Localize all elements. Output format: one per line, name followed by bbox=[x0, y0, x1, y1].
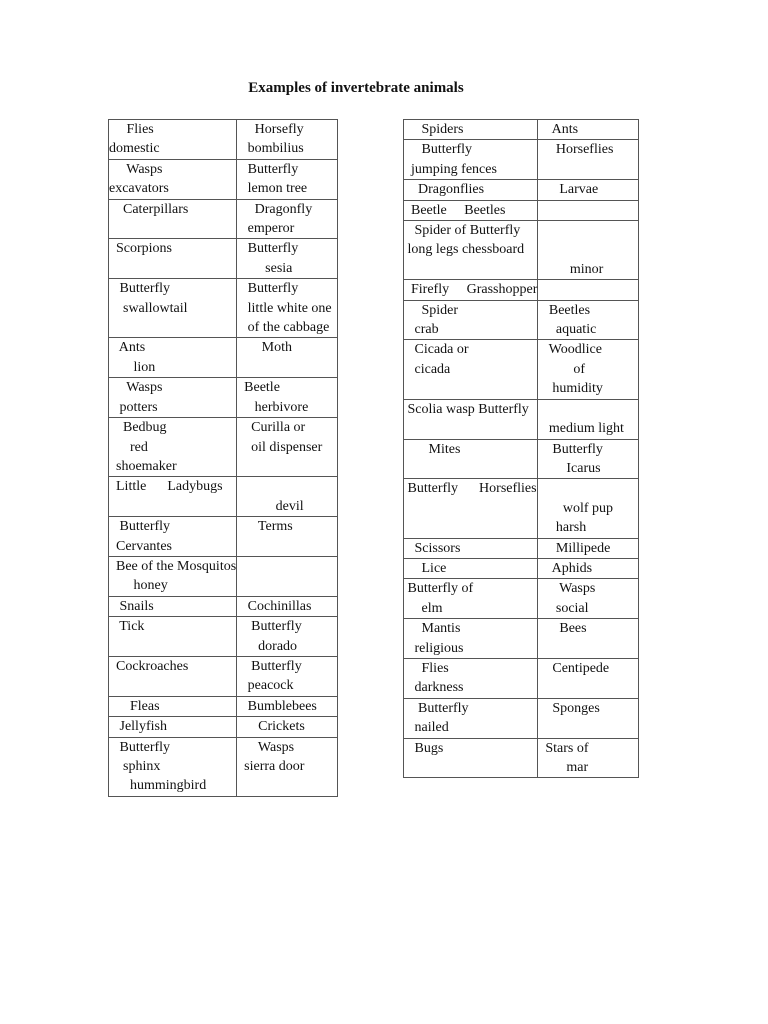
cell-text: Terms bbox=[237, 519, 293, 535]
cell-text: Bee of the Mosquitos honey bbox=[116, 558, 237, 594]
cell-text: Butterfly Icarus bbox=[552, 441, 603, 476]
cell-text: Woodlice of humidity bbox=[548, 342, 603, 397]
table-cell-col2 bbox=[237, 696, 338, 716]
cell-text: Sponges bbox=[538, 700, 600, 716]
table-cell-col1 bbox=[404, 200, 538, 220]
table-cell-col1 bbox=[109, 239, 237, 279]
cell-text: Curilla or oil dispenser bbox=[251, 420, 323, 455]
table-cell-col1 bbox=[109, 418, 237, 477]
page-title: Examples of invertebrate animals bbox=[248, 80, 464, 96]
cell-text: Dragonflies bbox=[404, 182, 485, 198]
table-cell-col1 bbox=[109, 338, 237, 378]
table-cell-col2 bbox=[538, 658, 639, 698]
table-cell-col1 bbox=[109, 656, 237, 696]
table-cell-col2 bbox=[538, 340, 639, 399]
cell-text: Butterfly lemon tree bbox=[247, 161, 308, 197]
cell-text: Scorpions bbox=[109, 241, 172, 257]
table-row bbox=[109, 737, 338, 796]
cell-text: Beetle Beetles bbox=[404, 202, 506, 218]
table-cell-col1 bbox=[404, 658, 538, 698]
table-cell-col1 bbox=[404, 120, 538, 140]
cell-text: Firefly Grasshopper bbox=[404, 282, 538, 298]
cell-text: Butterfly swallowtail bbox=[119, 281, 188, 316]
cell-text: Butterfly dorado bbox=[251, 619, 302, 654]
table-cell-col2 bbox=[237, 418, 338, 477]
table-cell-col1 bbox=[404, 439, 538, 479]
cell-text: Little Ladybugs bbox=[109, 479, 223, 495]
cell-text: Dragonfly emperor bbox=[247, 201, 313, 237]
table-row bbox=[109, 378, 338, 418]
table-cell-col1 bbox=[109, 477, 237, 517]
cell-text: Beetles aquatic bbox=[548, 302, 597, 338]
table-row bbox=[404, 200, 639, 220]
table-row bbox=[404, 479, 639, 538]
cell-text: minor bbox=[569, 261, 604, 277]
cell-text: Butterfly sphinx hummingbird bbox=[119, 739, 207, 794]
table-row bbox=[109, 159, 338, 199]
table-cell-col2 bbox=[237, 517, 338, 557]
cell-text: Butterfly jumping fences bbox=[411, 142, 497, 177]
table-cell-col1 bbox=[404, 280, 538, 300]
cell-text: Wasps social bbox=[555, 581, 596, 616]
invertebrates-table-right bbox=[403, 119, 639, 778]
table-cell-col2 bbox=[237, 120, 338, 160]
table-row bbox=[404, 280, 639, 300]
cell-text: Mites bbox=[404, 441, 461, 457]
table-cell-col1 bbox=[404, 558, 538, 578]
table-cell-col1 bbox=[109, 717, 237, 737]
table-row bbox=[404, 300, 639, 340]
table-cell-col1 bbox=[109, 596, 237, 616]
table-cell-col2 bbox=[538, 538, 639, 558]
table-cell-col2 bbox=[538, 300, 639, 340]
table-row bbox=[109, 617, 338, 657]
table-row bbox=[404, 221, 639, 280]
table-row bbox=[109, 279, 338, 338]
cell-text: Stars of mar bbox=[545, 740, 589, 775]
cell-text: Bumblebees bbox=[237, 698, 317, 714]
table-row bbox=[109, 556, 338, 596]
cell-text: medium light bbox=[548, 421, 624, 437]
cell-text: Butterfly of elm bbox=[407, 581, 474, 616]
table-cell-col1 bbox=[404, 221, 538, 280]
cell-text: Flies domestic bbox=[109, 122, 160, 157]
table-row bbox=[109, 418, 338, 477]
table-cell-col1 bbox=[404, 300, 538, 340]
table-cell-col1 bbox=[404, 340, 538, 399]
table-cell-col2 bbox=[538, 698, 639, 738]
table-cell-col2 bbox=[538, 619, 639, 659]
table-cell-col1 bbox=[109, 199, 237, 239]
cell-text: Jellyfish bbox=[109, 719, 167, 735]
invertebrates-table-left bbox=[108, 119, 338, 797]
cell-text: Bees bbox=[538, 621, 587, 637]
table-cell-col1 bbox=[404, 140, 538, 180]
cell-text: Moth bbox=[237, 340, 292, 356]
table-cell-col1 bbox=[109, 517, 237, 557]
table-cell-col2 bbox=[538, 120, 639, 140]
table-cell-col1 bbox=[404, 738, 538, 778]
cell-text: Beetle herbivore bbox=[244, 380, 309, 415]
table-row bbox=[404, 658, 639, 698]
table-cell-col2 bbox=[237, 737, 338, 796]
table-row bbox=[109, 596, 338, 616]
table-row bbox=[404, 120, 639, 140]
table-cell-col2 bbox=[237, 596, 338, 616]
cell-text: Cicada or cicada bbox=[414, 342, 469, 377]
cell-text: Larvae bbox=[538, 182, 599, 198]
cell-text: Mantis religious bbox=[414, 621, 464, 656]
cell-text: Spiders bbox=[404, 122, 464, 137]
cell-text: Ants lion bbox=[118, 340, 156, 375]
table-row bbox=[109, 239, 338, 279]
table-cell-col1 bbox=[404, 619, 538, 659]
table-cell-col2 bbox=[237, 477, 338, 517]
cell-text: Spider crab bbox=[414, 302, 459, 338]
cell-text: Spider of Butterfly long legs chessboard bbox=[407, 223, 525, 258]
table-cell-col2 bbox=[237, 656, 338, 696]
table-row bbox=[404, 140, 639, 180]
table-cell-col1 bbox=[404, 538, 538, 558]
table-cell-col2 bbox=[538, 558, 639, 578]
table-row bbox=[109, 199, 338, 239]
table-row bbox=[109, 696, 338, 716]
cell-text: Butterfly Horseflies bbox=[404, 481, 537, 497]
table-row bbox=[109, 120, 338, 160]
cell-text: Crickets bbox=[237, 719, 305, 735]
cell-text: Aphids bbox=[538, 560, 593, 576]
table-cell-col2 bbox=[237, 338, 338, 378]
cell-text: wolf pup harsh bbox=[555, 500, 614, 536]
table-row bbox=[404, 399, 639, 439]
table-row bbox=[109, 717, 338, 737]
cell-text: Snails bbox=[109, 598, 154, 614]
cell-text: Fleas bbox=[109, 698, 160, 714]
cell-text: Scissors bbox=[404, 540, 461, 556]
table-row bbox=[404, 698, 639, 738]
table-cell-col2 bbox=[237, 279, 338, 338]
cell-text: Butterfly nailed bbox=[414, 700, 469, 736]
cell-text: Bedbug red shoemaker bbox=[116, 420, 177, 474]
cell-text: Horseflies bbox=[538, 142, 614, 158]
table-cell-col1 bbox=[404, 698, 538, 738]
table-cell-col1 bbox=[109, 617, 237, 657]
table-row bbox=[404, 558, 639, 578]
table-cell-col2 bbox=[237, 159, 338, 199]
table-row bbox=[109, 517, 338, 557]
table-row bbox=[404, 340, 639, 399]
cell-text: Horsefly bombilius bbox=[247, 122, 304, 157]
table-row bbox=[404, 180, 639, 200]
cell-text: Caterpillars bbox=[109, 201, 189, 217]
table-cell-col2 bbox=[538, 439, 639, 479]
table-cell-col1 bbox=[404, 579, 538, 619]
table-row bbox=[404, 439, 639, 479]
cell-text: Cochinillas bbox=[237, 598, 312, 614]
table-cell-col1 bbox=[404, 479, 538, 538]
table-cell-col2 bbox=[538, 579, 639, 619]
cell-text: Butterfly little white one of the cabbage bbox=[247, 281, 332, 336]
table-cell-col2 bbox=[237, 239, 338, 279]
cell-text: Butterfly sesia bbox=[247, 241, 299, 276]
cell-text: Scolia wasp Butterfly bbox=[404, 401, 529, 417]
cell-text: Wasps sierra door bbox=[244, 739, 305, 774]
cell-text: Flies darkness bbox=[414, 660, 464, 696]
table-cell-col2 bbox=[237, 556, 338, 596]
cell-text: Centipede bbox=[538, 660, 610, 676]
cell-text: Cockroaches bbox=[109, 658, 189, 674]
table-cell-col2 bbox=[538, 738, 639, 778]
table-cell-col1 bbox=[404, 399, 538, 439]
table-cell-col2 bbox=[237, 617, 338, 657]
table-row bbox=[109, 477, 338, 517]
table-cell-col2 bbox=[237, 717, 338, 737]
cell-text: Butterfly peacock bbox=[247, 658, 302, 694]
table-row bbox=[109, 656, 338, 696]
cell-text: Ants bbox=[538, 122, 579, 137]
cell-text: Butterfly Cervantes bbox=[116, 519, 172, 554]
table-cell-col2 bbox=[538, 479, 639, 538]
table-cell-col2 bbox=[538, 280, 639, 300]
table-cell-col2 bbox=[237, 199, 338, 239]
table-cell-col1 bbox=[109, 556, 237, 596]
table-row bbox=[404, 538, 639, 558]
cell-text: Wasps excavators bbox=[109, 161, 169, 197]
cell-text: Bugs bbox=[404, 740, 444, 756]
table-body bbox=[109, 120, 338, 797]
table-cell-col1 bbox=[109, 378, 237, 418]
table-cell-col2 bbox=[538, 221, 639, 280]
table-cell-col2 bbox=[538, 180, 639, 200]
cell-text: Tick bbox=[109, 619, 145, 635]
table-cell-col1 bbox=[109, 279, 237, 338]
table-cell-col2 bbox=[538, 140, 639, 180]
table-cell-col1 bbox=[404, 180, 538, 200]
table-cell-col2 bbox=[538, 399, 639, 439]
table-body bbox=[404, 120, 639, 778]
table-cell-col1 bbox=[109, 737, 237, 796]
cell-text: devil bbox=[275, 498, 304, 514]
table-cell-col2 bbox=[538, 200, 639, 220]
table-cell-col1 bbox=[109, 120, 237, 160]
table-row bbox=[404, 619, 639, 659]
table-cell-col1 bbox=[109, 696, 237, 716]
table-cell-col2 bbox=[237, 378, 338, 418]
cell-text: Wasps potters bbox=[119, 380, 163, 415]
table-cell-col1 bbox=[109, 159, 237, 199]
table-row bbox=[109, 338, 338, 378]
table-row bbox=[404, 579, 639, 619]
table-row bbox=[404, 738, 639, 778]
cell-text: Lice bbox=[404, 560, 447, 576]
cell-text: Millipede bbox=[538, 540, 611, 556]
